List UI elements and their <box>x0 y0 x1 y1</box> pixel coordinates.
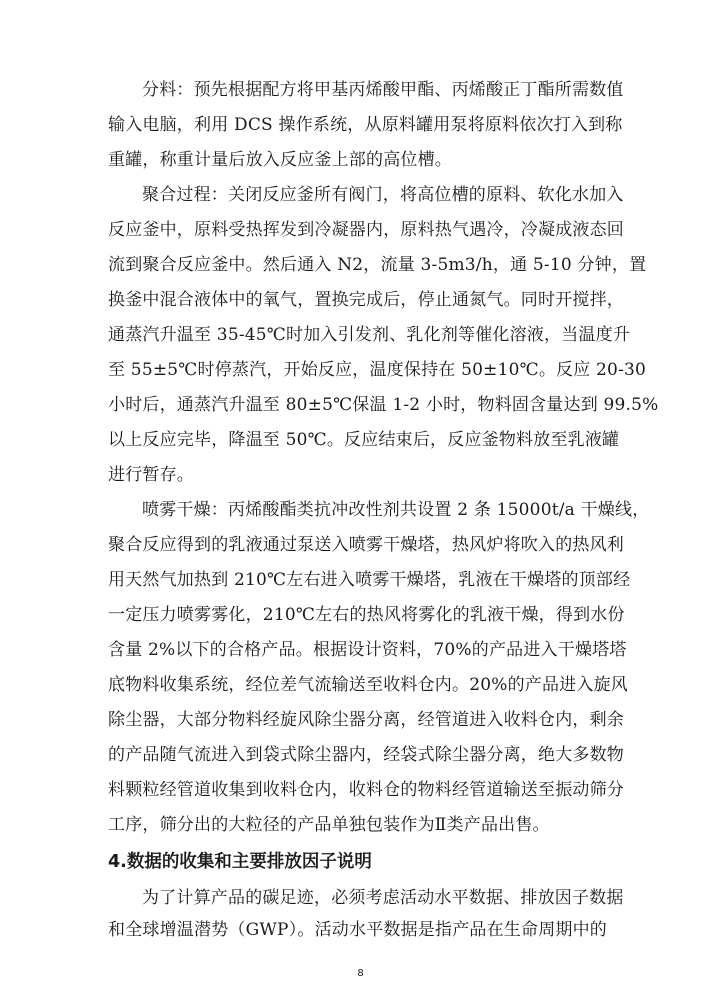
text-line: 聚合过程：关闭反应釜所有阀门，将高位槽的原料、软化水加入 <box>142 185 624 205</box>
text-line: 料颗粒经管道收集到收料仓内，收料仓的物料经管道输送至振动筛分 <box>108 780 624 800</box>
text-line: 聚合反应得到的乳液通过泵送入喷雾干燥塔，热风炉将吹入的热风利 <box>108 535 624 555</box>
text-line: 底物料收集系统，经位差气流输送至收料仓内。20%的产品进入旋风 <box>108 675 628 695</box>
text-line: 输入电脑，利用 DCS 操作系统，从原料罐用泵将原料依次打入到称 <box>108 115 623 135</box>
text-line: 一定压力喷雾雾化，210℃左右的热风将雾化的乳液干燥，得到水份 <box>108 605 625 625</box>
text-line: 换釜中混合液体中的氧气，置换完成后，停止通氮气。同时开搅拌， <box>108 290 624 310</box>
text-line: 用天然气加热到 210℃左右进入喷雾干燥塔，乳液在干燥塔的顶部经 <box>108 570 631 590</box>
text-line: 分料：预先根据配方将甲基丙烯酸甲酯、丙烯酸正丁酯所需数值 <box>142 80 624 100</box>
text-line: 以上反应完毕，降温至 50℃。反应结束后，反应釜物料放至乳液罐 <box>108 430 620 450</box>
text-line: 反应釜中，原料受热挥发到冷凝器内，原料热气遇冷，冷凝成液态回 <box>108 220 624 240</box>
page-number: 8 <box>357 968 364 979</box>
text-line: 重罐，称重计量后放入反应釜上部的高位槽。 <box>108 150 452 170</box>
text-line: 喷雾干燥：丙烯酸酯类抗冲改性剂共设置 2 条 15000t/a 干燥线， <box>142 500 650 520</box>
text-line: 含量 2%以下的合格产品。根据设计资料，70%的产品进入干燥塔塔 <box>108 640 627 660</box>
text-line: 进行暂存。 <box>108 465 194 485</box>
section-heading: 4.数据的收集和主要排放因子说明 <box>108 852 372 872</box>
text-line: 小时后，通蒸汽升温至 80±5℃保温 1-2 小时，物料固含量达到 99.5% <box>108 395 659 415</box>
text-line: 工序，筛分出的大粒径的产品单独包装作为Ⅱ类产品出售。 <box>108 815 550 835</box>
text-line: 为了计算产品的碳足迹，必须考虑活动水平数据、排放因子数据 <box>142 888 624 908</box>
text-line: 流到聚合反应釜中。然后通入 N2，流量 3-5m3/h，通 5-10 分钟，置 <box>108 255 647 275</box>
text-line: 至 55±5℃时停蒸汽，开始反应，温度保持在 50±10℃。反应 20-30 <box>108 360 647 380</box>
text-line: 的产品随气流进入到袋式除尘器内，经袋式除尘器分离，绝大多数物 <box>108 745 624 765</box>
text-line: 和全球增温潜势（GWP）。活动水平数据是指产品在生命周期中的 <box>108 920 607 940</box>
text-line: 除尘器，大部分物料经旋风除尘器分离，经管道进入收料仓内，剩余 <box>108 710 624 730</box>
text-line: 通蒸汽升温至 35-45℃时加入引发剂、乳化剂等催化溶液，当温度升 <box>108 325 631 345</box>
